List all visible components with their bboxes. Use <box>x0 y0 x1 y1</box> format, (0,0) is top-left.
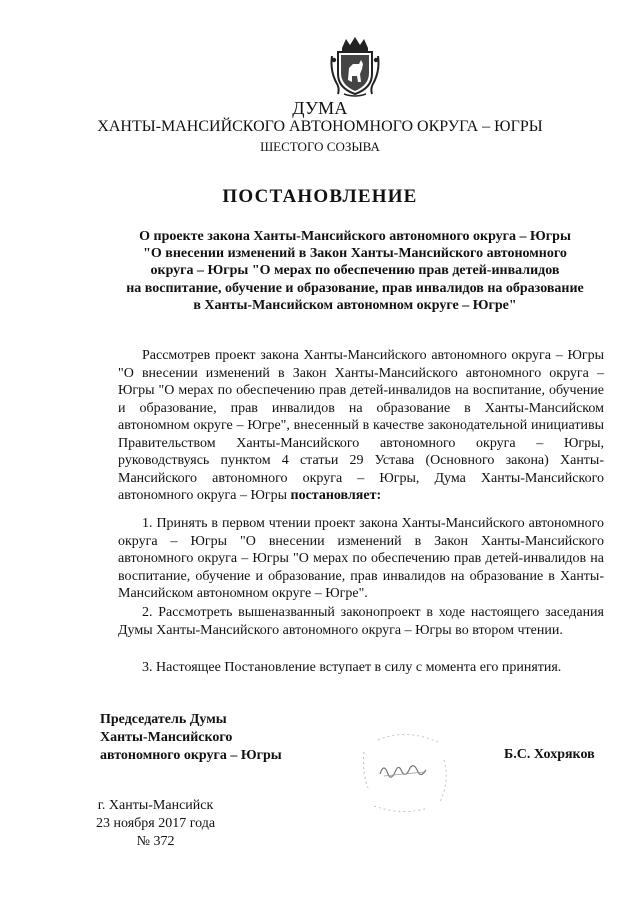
signer-title <box>100 711 282 765</box>
place: г. Ханты-Мансийск <box>97 798 214 813</box>
signer-name: Б.С. Хохряков <box>504 747 595 762</box>
subject-line: на воспитание, обучение и образование, прав инвалидов на образование <box>126 280 584 296</box>
coat-of-arms-icon <box>328 36 382 98</box>
resolution-item-3: 3. Настоящее Постановление вступает в силу с момента его принятия. <box>142 660 562 675</box>
organization-region: ХАНТЫ-МАНСИЙСКОГО АВТОНОМНОГО ОКРУГА – ЮГРЫ <box>97 118 543 135</box>
document-number: № 372 <box>136 834 175 849</box>
subject-line: "О внесении изменений в Закон Ханты-Мансийского автономного <box>143 246 567 262</box>
subject-line: округа – Югры "О мерах по обеспечению прав детей-инвалидов <box>150 263 560 279</box>
subject-line: в Ханты-Мансийском автономном округе – Югре" <box>193 297 517 313</box>
organization-name: ДУМА <box>292 98 348 118</box>
signer-title-line: автономного округа – Югры <box>100 748 282 763</box>
date: 23 ноября 2017 года <box>96 816 216 831</box>
convocation: ШЕСТОГО СОЗЫВА <box>260 139 380 154</box>
subject-line: О проекте закона Ханты-Мансийского автономного округа – Югры <box>139 229 571 244</box>
signer-title-line: Председатель Думы <box>100 712 227 727</box>
preamble-keyword: постановляет: <box>290 488 382 503</box>
resolution-item-2: 2. Рассмотреть вышеназванный законопроект в ходе настоящего заседания Думы Ханты-Мансийского автономного округа – Югры во втором чтении. <box>118 605 604 638</box>
handwritten-signature <box>344 722 468 820</box>
document-type-heading: ПОСТАНОВЛЕНИЕ <box>222 186 418 207</box>
signer-title-line: Ханты-Мансийского <box>100 730 233 745</box>
place-and-date <box>96 797 215 851</box>
preamble-paragraph <box>118 347 604 505</box>
document-subject <box>90 228 620 314</box>
resolution-item-1: 1. Принять в первом чтении проект закона Ханты-Мансийского автономного округа – Югры "О внесении изменений в Закон Ханты-Мансийского автономного округа – Югры "О мерах по обеспечению прав детей-инвалидов на воспитание, обучение и образование, прав инвалидов на образование в Ханты-Мансийском автономном округе – Югре". <box>118 516 604 601</box>
preamble-text: Рассмотрев проект закона Ханты-Мансийского автономного округа – Югры "О внесении изменений в Закон Ханты-Мансийского автономного округа – Югры "О мерах по обеспечению прав детей-инвалидов на воспитание, обучение и образование, прав инвалидов на образование в Ханты-Мансийском автономном округе – Югре", внесенный в качестве законодательной инициативы Правительством Ханты-Мансийского автономного округа – Югры, руководствуясь пунктом 4 статьи 29 Устава (Основного закона) Ханты-Мансийского автономного округа – Югры, Дума Ханты-Мансийского автономного округа – Югры <box>118 348 604 503</box>
